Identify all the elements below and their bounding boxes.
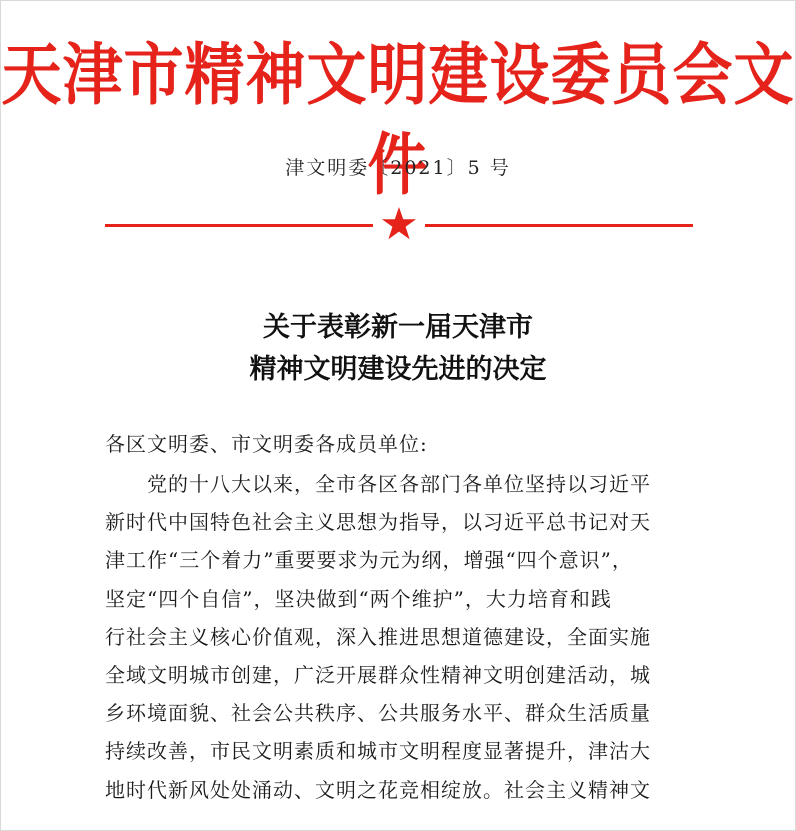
body-line: 坚定“四个自信”，坚决做到“两个维护”，大力培育和践 — [105, 586, 612, 611]
masthead-title: 天津市精神文明建设委员会文件 — [1, 36, 795, 205]
decision-title — [1, 307, 795, 391]
body-line: 新时代中国特色社会主义思想为指导，以习近平总书记对天 — [105, 510, 651, 535]
body-paragraph — [105, 465, 697, 809]
body-line: 全域文明城市创建，广泛开展群众性精神文明创建活动，城 — [105, 662, 651, 687]
red-divider — [105, 206, 693, 246]
body-line: 乡环境面貌、社会公共秩序、公共服务水平、群众生活质量 — [105, 701, 651, 726]
addressee-line: 各区文明委、市文明委各成员单位: — [105, 432, 428, 456]
divider-rule-left — [105, 224, 373, 227]
body-line: 党的十八大以来，全市各区各部门各单位坚持以习近平 — [147, 472, 651, 496]
star-icon — [381, 206, 417, 242]
decision-title-line-2: 精神文明建设先进的决定 — [249, 354, 547, 385]
body-line: 行社会主义核心价值观，深入推进思想道德建设，全面实施 — [105, 624, 651, 649]
decision-title-line-1: 关于表彰新一届天津市 — [263, 312, 533, 343]
document-number: 津文明委〔2021〕5 号 — [285, 157, 511, 179]
divider-rule-right — [425, 224, 693, 227]
body-line: 津工作“三个着力”重要要求为元为纲，增强“四个意识”， — [105, 548, 633, 573]
body-line: 持续改善，市民文明素质和城市文明程度显著提升，津沽大 — [105, 739, 651, 764]
body-line: 地时代新风处处涌动、文明之花竞相绽放。社会主义精神文 — [105, 777, 651, 802]
